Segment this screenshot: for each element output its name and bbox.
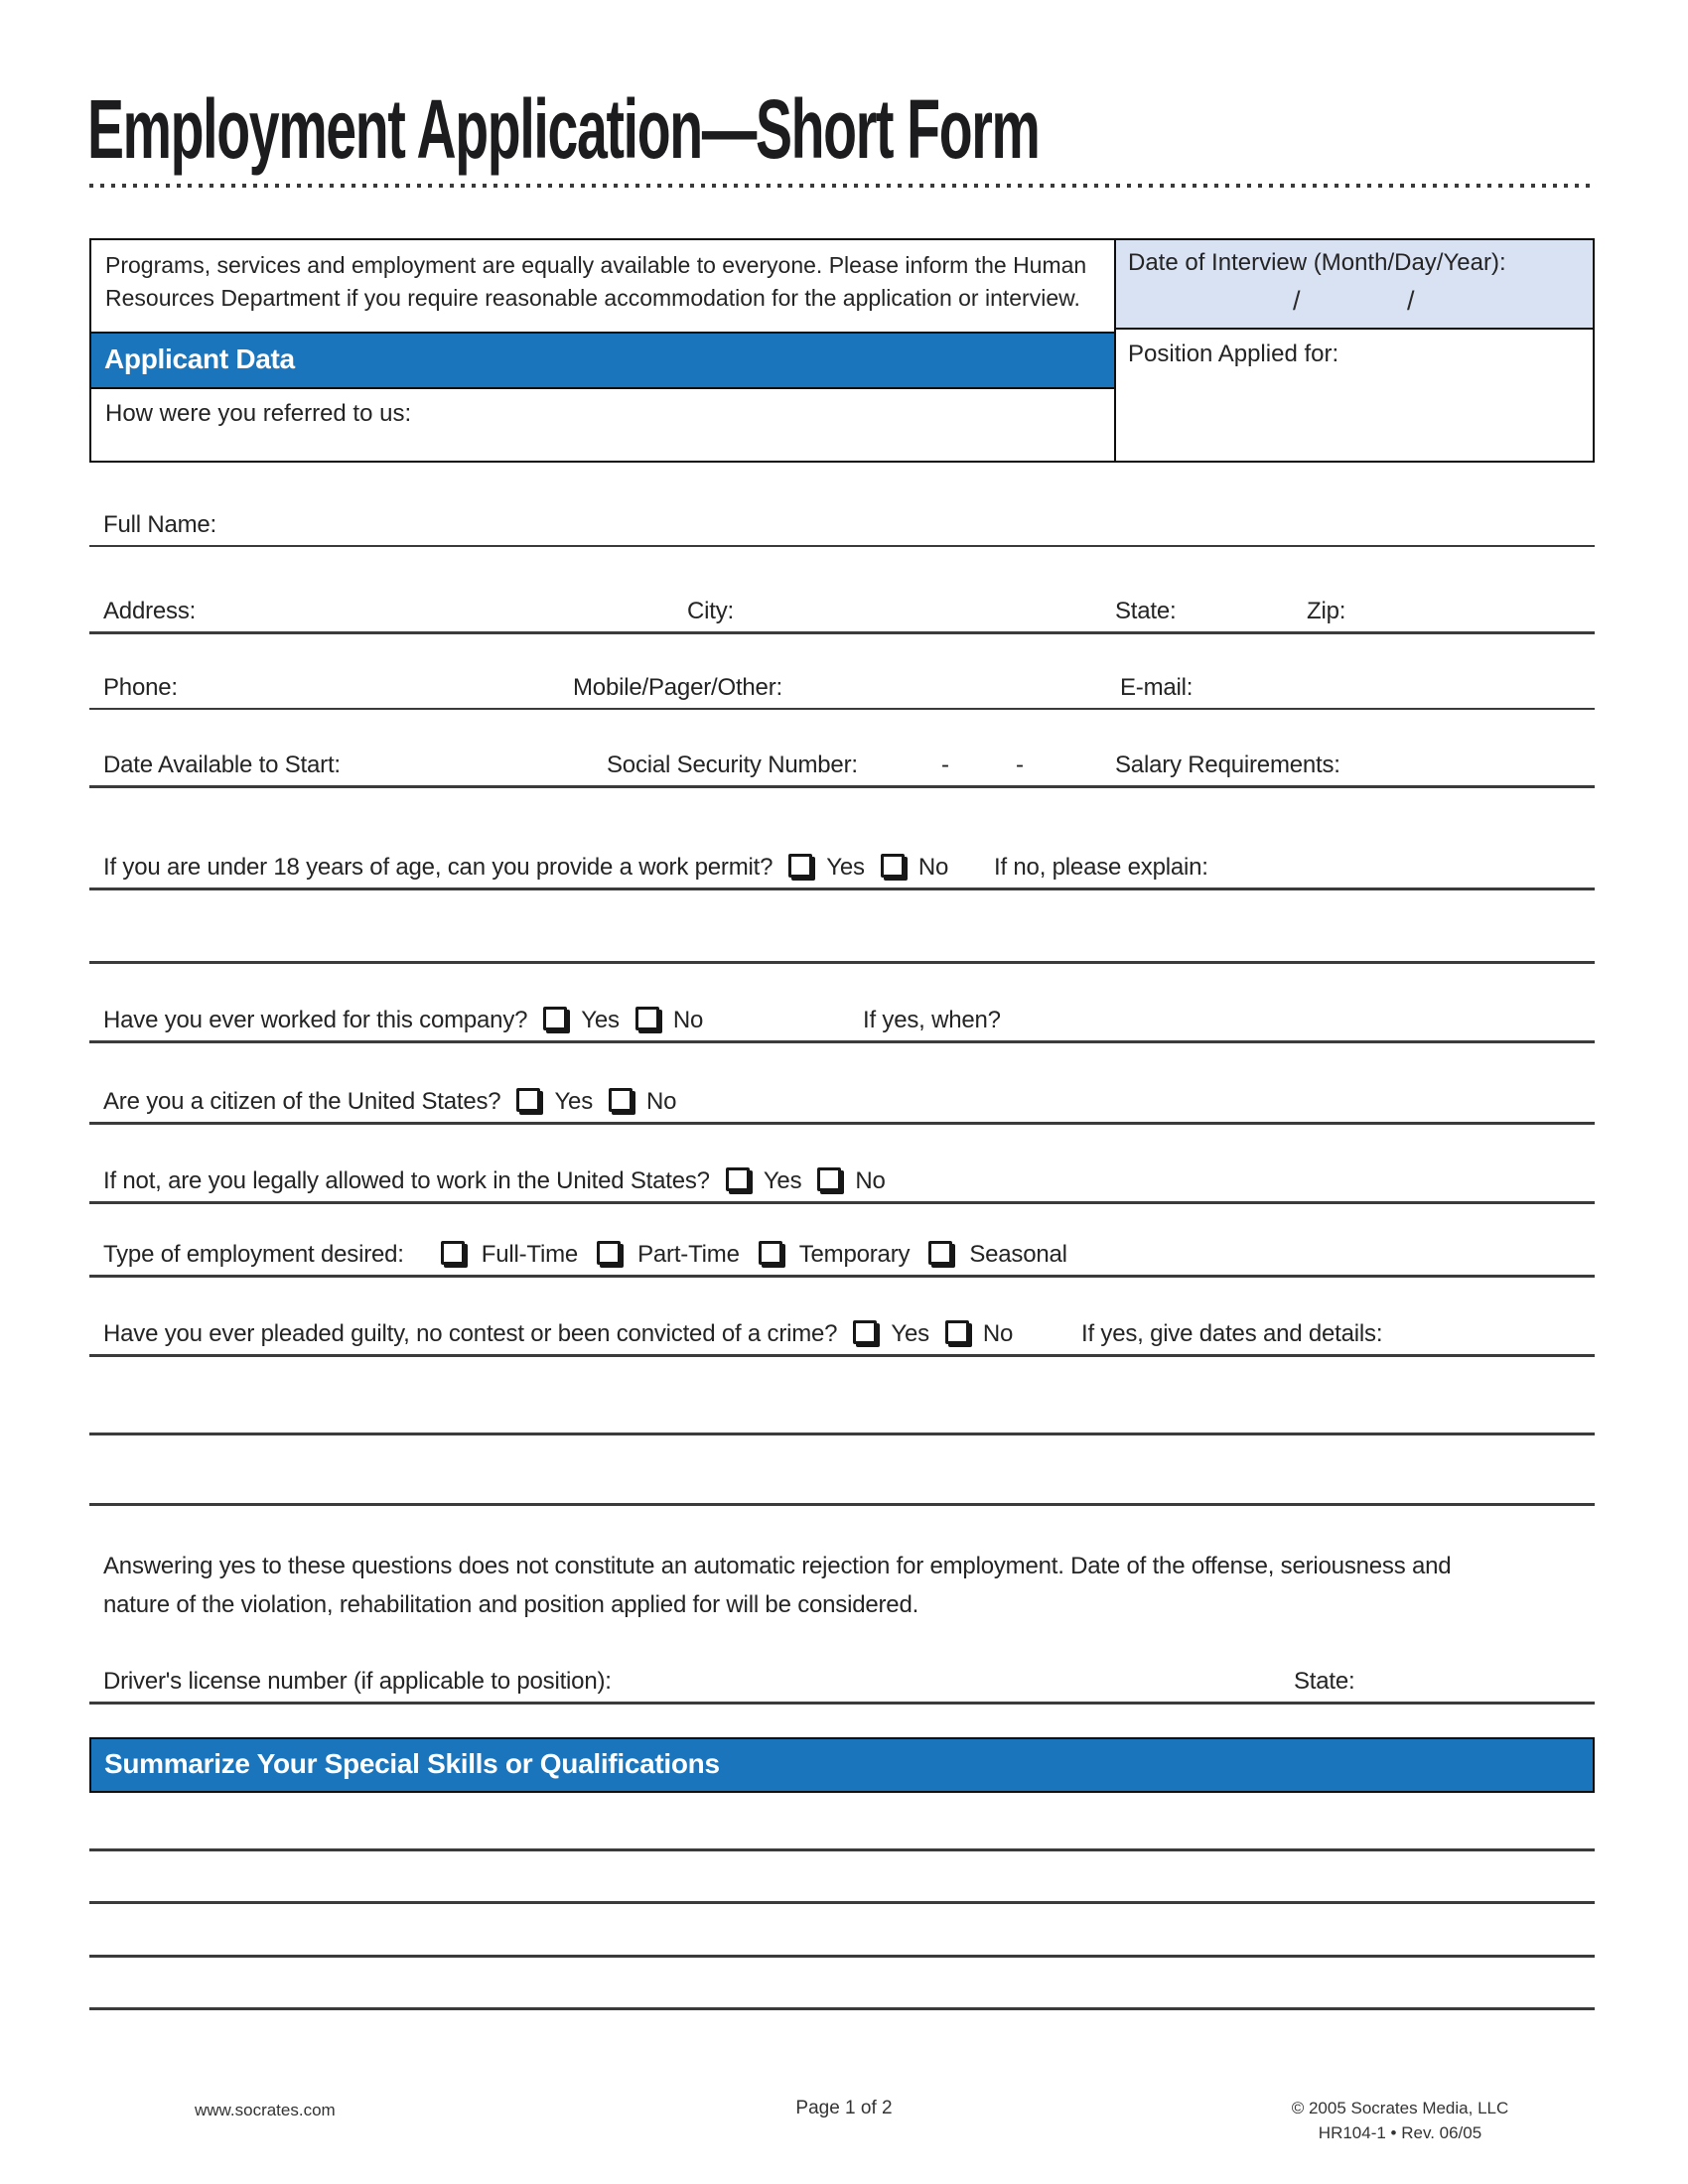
citizen-question-row[interactable] [89, 1084, 1595, 1125]
skills-section-header: Summarize Your Special Skills or Qualifications [89, 1737, 1595, 1793]
yes-label: Yes [581, 1007, 620, 1033]
address-field[interactable] [89, 594, 1595, 634]
ssn-dash-2: - [1016, 751, 1024, 778]
no-label: No [646, 1088, 677, 1115]
date-of-interview-cell[interactable] [1116, 240, 1593, 330]
start-date-ssn-salary-field[interactable] [89, 748, 1595, 788]
no-label: No [982, 1320, 1014, 1347]
work-permit-no-checkbox[interactable] [881, 854, 905, 878]
phone-label: Phone: [103, 674, 178, 701]
if-no-explain-label: If no, please explain: [994, 854, 1208, 881]
yes-label: Yes [891, 1320, 929, 1347]
seasonal-label: Seasonal [969, 1241, 1067, 1268]
details-write-in-line[interactable] [89, 1395, 1595, 1435]
worked-before-question-row[interactable] [89, 1003, 1595, 1043]
footer-website: www.socrates.com [195, 2101, 336, 2119]
yes-label: Yes [763, 1167, 802, 1194]
temporary-checkbox[interactable] [759, 1241, 782, 1265]
date-of-interview-label: Date of Interview (Month/Day/Year): [1128, 249, 1506, 276]
referred-field[interactable] [91, 389, 1114, 461]
header-table [89, 238, 1595, 463]
footer-copyright-block [1291, 2096, 1509, 2145]
state-label: State: [1115, 598, 1177, 624]
full-time-checkbox[interactable] [441, 1241, 465, 1265]
crime-yes-checkbox[interactable] [853, 1320, 877, 1344]
footer-form-rev: HR104-1 • Rev. 06/05 [1318, 2123, 1482, 2142]
legal-work-question: If not, are you legally allowed to work in the United States? [103, 1167, 710, 1194]
full-time-label: Full-Time [481, 1241, 579, 1268]
legal-work-question-row[interactable] [89, 1163, 1595, 1204]
employment-type-label: Type of employment desired: [103, 1241, 404, 1268]
citizen-no-checkbox[interactable] [609, 1088, 633, 1112]
date-slash-1: / [1293, 286, 1301, 316]
crime-question: Have you ever pleaded guilty, no contest or been convicted of a crime? [103, 1320, 838, 1347]
work-permit-question-row[interactable] [89, 850, 1595, 890]
citizen-question: Are you a citizen of the United States? [103, 1088, 501, 1115]
part-time-checkbox[interactable] [597, 1241, 621, 1265]
phone-field[interactable] [89, 670, 1595, 710]
position-applied-field[interactable] [1116, 330, 1593, 461]
citizen-yes-checkbox[interactable] [516, 1088, 540, 1112]
if-yes-details-label: If yes, give dates and details: [1081, 1320, 1383, 1347]
email-label: E-mail: [1120, 674, 1194, 701]
license-state-label: State: [1294, 1668, 1355, 1695]
no-label: No [672, 1007, 704, 1033]
drivers-license-label: Driver's license number (if applicable to position): [103, 1668, 612, 1695]
full-name-field[interactable] [89, 507, 1595, 547]
skills-write-in-line[interactable] [89, 1811, 1595, 1851]
seasonal-checkbox[interactable] [928, 1241, 952, 1265]
mobile-label: Mobile/Pager/Other: [573, 674, 782, 701]
details-write-in-line[interactable] [89, 1465, 1595, 1506]
footer-copyright: © 2005 Socrates Media, LLC [1291, 2099, 1509, 2117]
salary-label: Salary Requirements: [1115, 751, 1340, 778]
legal-work-yes-checkbox[interactable] [726, 1167, 750, 1191]
if-yes-when-label: If yes, when? [863, 1007, 1001, 1033]
worked-before-yes-checkbox[interactable] [543, 1007, 567, 1030]
ssn-dash-1: - [941, 751, 949, 778]
crime-disclaimer-text: Answering yes to these questions does not constitute an automatic rejection for employment. Date of the offense, seriousness and nature of the violation, rehabilitation and position applied for will be considered. [103, 1553, 1452, 1618]
employment-type-row[interactable] [89, 1237, 1595, 1278]
position-applied-label: Position Applied for: [1128, 341, 1339, 367]
yes-label: Yes [554, 1088, 593, 1115]
title-dotted-rule [89, 184, 1595, 188]
referred-label: How were you referred to us: [105, 400, 412, 427]
page-title: Employment Application—Short Form [87, 82, 1040, 176]
part-time-label: Part-Time [637, 1241, 740, 1268]
applicant-data-section-header: Applicant Data [91, 332, 1114, 389]
drivers-license-field[interactable] [89, 1664, 1595, 1705]
full-name-label: Full Name: [103, 511, 217, 538]
temporary-label: Temporary [798, 1241, 911, 1268]
table-column-divider [1114, 240, 1116, 461]
skills-write-in-line[interactable] [89, 1863, 1595, 1904]
work-permit-yes-checkbox[interactable] [788, 854, 812, 878]
no-label: No [855, 1167, 886, 1194]
crime-no-checkbox[interactable] [945, 1320, 969, 1344]
date-available-label: Date Available to Start: [103, 751, 341, 778]
legal-work-no-checkbox[interactable] [817, 1167, 841, 1191]
address-label: Address: [103, 598, 197, 624]
worked-before-question: Have you ever worked for this company? [103, 1007, 528, 1033]
city-label: City: [687, 598, 735, 624]
eeo-notice: Programs, services and employment are equally available to everyone. Please inform the Human Resources Department if you require reasonable accommodation for the application or interview. [105, 252, 1087, 311]
work-permit-question: If you are under 18 years of age, can you provide a work permit? [103, 854, 774, 881]
explain-write-in-line[interactable] [89, 923, 1595, 964]
worked-before-no-checkbox[interactable] [635, 1007, 659, 1030]
yes-label: Yes [826, 854, 865, 881]
zip-label: Zip: [1307, 598, 1346, 624]
skills-write-in-line[interactable] [89, 1970, 1595, 2010]
no-label: No [917, 854, 949, 881]
date-slash-2: / [1407, 286, 1415, 316]
skills-write-in-line[interactable] [89, 1917, 1595, 1958]
ssn-label: Social Security Number: [607, 751, 858, 778]
crime-question-row[interactable] [89, 1316, 1595, 1357]
footer-page-number: Page 1 of 2 [795, 2098, 893, 2118]
